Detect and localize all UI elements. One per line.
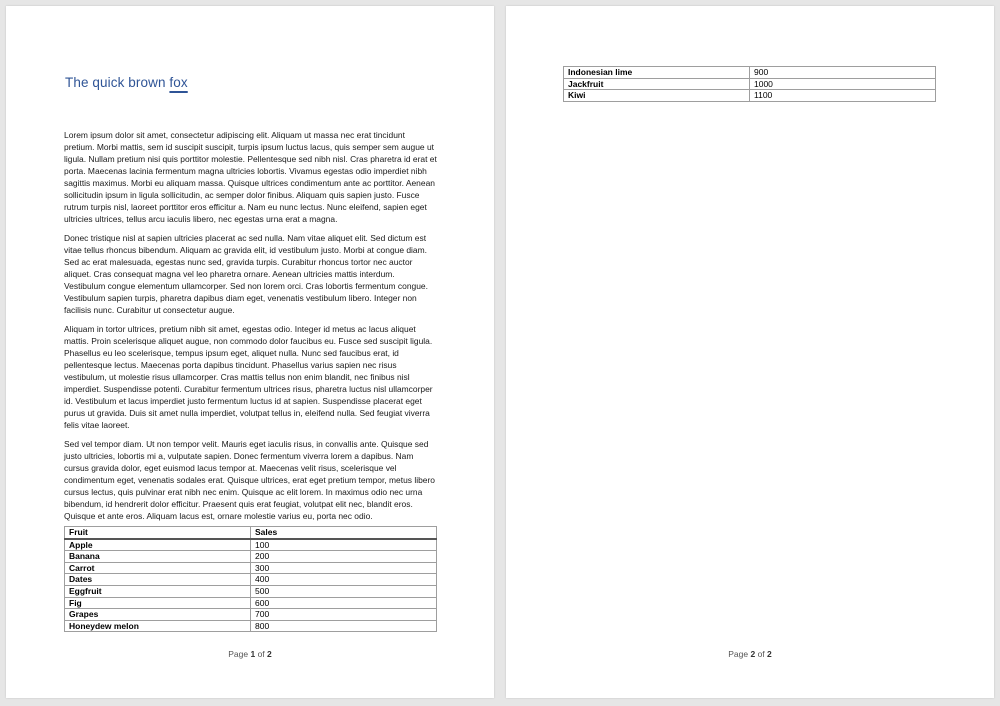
footer-middle: of [755,649,768,659]
fruit-cell[interactable]: Apple [65,539,251,551]
footer-total-pages: 2 [267,649,272,659]
footer-current-page: 1 [250,649,256,659]
document-page-2[interactable] [506,6,994,698]
footer-prefix: Page [228,649,251,659]
fruit-cell[interactable]: Grapes [65,609,251,621]
sales-cell[interactable]: 300 [251,562,437,574]
page-footer [506,649,994,659]
paragraph-1[interactable]: Lorem ipsum dolor sit amet, consectetur adipiscing elit. Aliquam ut massa nec erat tincidunt pretium. Morbi mattis, sem id suscipit suscipit, turpis ipsum luctus lacus, quis semper sem augue ut ligula. Nullam pretium nisi quis porttitor molestie. Pellentesque sed nibh nisl. Cras pharetra id erat et porta. Maecenas lacinia fermentum magna ultricies lobortis. Vivamus egestas odio imperdiet nibh sagittis maximus. Morbi eu aliquam massa. Quisque ultrices condimentum ante ac porttitor. Aenean sollicitudin ipsum in ligula sollicitudin, ac semper dolor finibus. Aliquam quis sapien justo. Fusce rutrum turpis nisl, laoreet porttitor eros efficitur a. Nam eu nunc lectus. Nunc eleifend, sapien eget ultricies ultrices, tellus arcu iaculis libero, nec egestas urna erat a magna. [64,130,437,224]
table-row [564,67,936,79]
fruit-cell[interactable]: Fig [65,597,251,609]
fruit-cell[interactable]: Kiwi [564,90,750,102]
footer-total-pages: 2 [767,649,772,659]
sales-cell[interactable]: 1000 [750,78,936,90]
table-row [65,585,437,597]
page-footer [6,649,494,659]
title-misspelled-word[interactable]: fox [169,75,188,90]
sales-table-continued[interactable] [563,66,936,102]
sales-cell[interactable]: 900 [750,67,936,79]
table-row [564,78,936,90]
table-row [564,90,936,102]
sales-cell[interactable]: 800 [251,620,437,632]
sales-cell[interactable]: 600 [251,597,437,609]
sales-cell[interactable]: 100 [251,539,437,551]
document-title[interactable] [65,75,188,90]
table-row [65,620,437,632]
fruit-cell[interactable]: Jackfruit [564,78,750,90]
table-row [65,551,437,563]
fruit-cell[interactable]: Indonesian lime [564,67,750,79]
header-cell-sales[interactable]: Sales [251,527,437,539]
title-text: The quick brown [65,75,166,90]
table-row [65,574,437,586]
fruit-cell[interactable]: Carrot [65,562,251,574]
fruit-cell[interactable]: Eggfruit [65,585,251,597]
header-cell-fruit[interactable]: Fruit [65,527,251,539]
fruit-cell[interactable]: Honeydew melon [65,620,251,632]
table-row [65,562,437,574]
table-row [65,609,437,621]
footer-middle: of [255,649,268,659]
sales-cell[interactable]: 200 [251,551,437,563]
sales-cell[interactable]: 1100 [750,90,936,102]
sales-cell[interactable]: 400 [251,574,437,586]
fruit-cell[interactable]: Dates [65,574,251,586]
footer-prefix: Page [728,649,751,659]
paragraph-4[interactable]: Sed vel tempor diam. Ut non tempor velit. Mauris eget iaculis risus, in convallis ante. Quisque sed justo ultricies, lobortis mi a, vulputate sapien. Donec fermentum viverra lorem a dapibus. Nam cursus gravida dolor, eget euismod lacus tempor at. Maecenas velit risus, scelerisque vel condimentum eget, venenatis sodales erat. Quisque ultrices, erat eget pretium tempor, metus libero cursus lectus, quis pulvinar erat nibh nec enim. Quisque ac elit lorem. In maximus odio nec urna bibendum, id hendrerit dolor efficitur. Praesent quis erat feugiat, volutpat elit nec, blandit eros. Quisque et ante eros. Aliquam lacus est, ornare molestie varius eu, porta nec odio. [64,439,435,521]
body-text[interactable] [64,129,437,529]
sales-table[interactable] [64,526,437,632]
paragraph-2[interactable]: Donec tristique nisl at sapien ultricies placerat ac sed nulla. Nam vitae aliquet elit. Sed dictum est vitae tellus rhoncus bibendum. Aliquam ac gravida elit, id vestibulum justo. Morbi at congue diam. Sed ac erat malesuada, egestas nunc sed, gravida turpis. Curabitur rhoncus tortor nec auctor aliquet. Cras consequat magna vel leo pharetra ornare. Aenean ultricies mattis interdum. Vestibulum congue elementum ullamcorper. Sed non lorem orci. Cras lobortis fermentum congue. Vestibulum sapien turpis, pharetra dapibus diam eget, venenatis vestibulum libero. Integer non facilisis nunc. Curabitur ut consectetur augue. [64,233,428,315]
paragraph-3[interactable]: Aliquam in tortor ultrices, pretium nibh sit amet, egestas odio. Integer id metus ac lacus aliquet mattis. Proin scelerisque aliquet augue, non commodo dolor faucibus eu. Fusce sed suscipit ligula. Phasellus eu leo scelerisque, tempus ipsum eget, aliquet nulla. Nunc sed faucibus erat, id pellentesque lectus. Maecenas porta dapibus tincidunt. Phasellus varius sapien nec risus vestibulum, ut molestie risus ullamcorper. Cras mattis tellus non enim blandit, nec finibus nisl imperdiet. Suspendisse potenti. Curabitur fermentum ultrices risus, pharetra luctus nisl ullamcorper id. Vestibulum et lacus imperdiet justo fermentum luctus id at sapien. Suspendisse placerat eget purus ut gravida. Duis sit amet nulla imperdiet, volutpat tellus in, eleifend nulla. Sed feugiat viverra felis vitae laoreet. [64,324,433,430]
sales-cell[interactable]: 500 [251,585,437,597]
sales-cell[interactable]: 700 [251,609,437,621]
fruit-cell[interactable]: Banana [65,551,251,563]
footer-current-page: 2 [750,649,756,659]
table-header-row [65,527,437,539]
table-row [65,539,437,551]
document-page-1[interactable] [6,6,494,698]
table-row [65,597,437,609]
